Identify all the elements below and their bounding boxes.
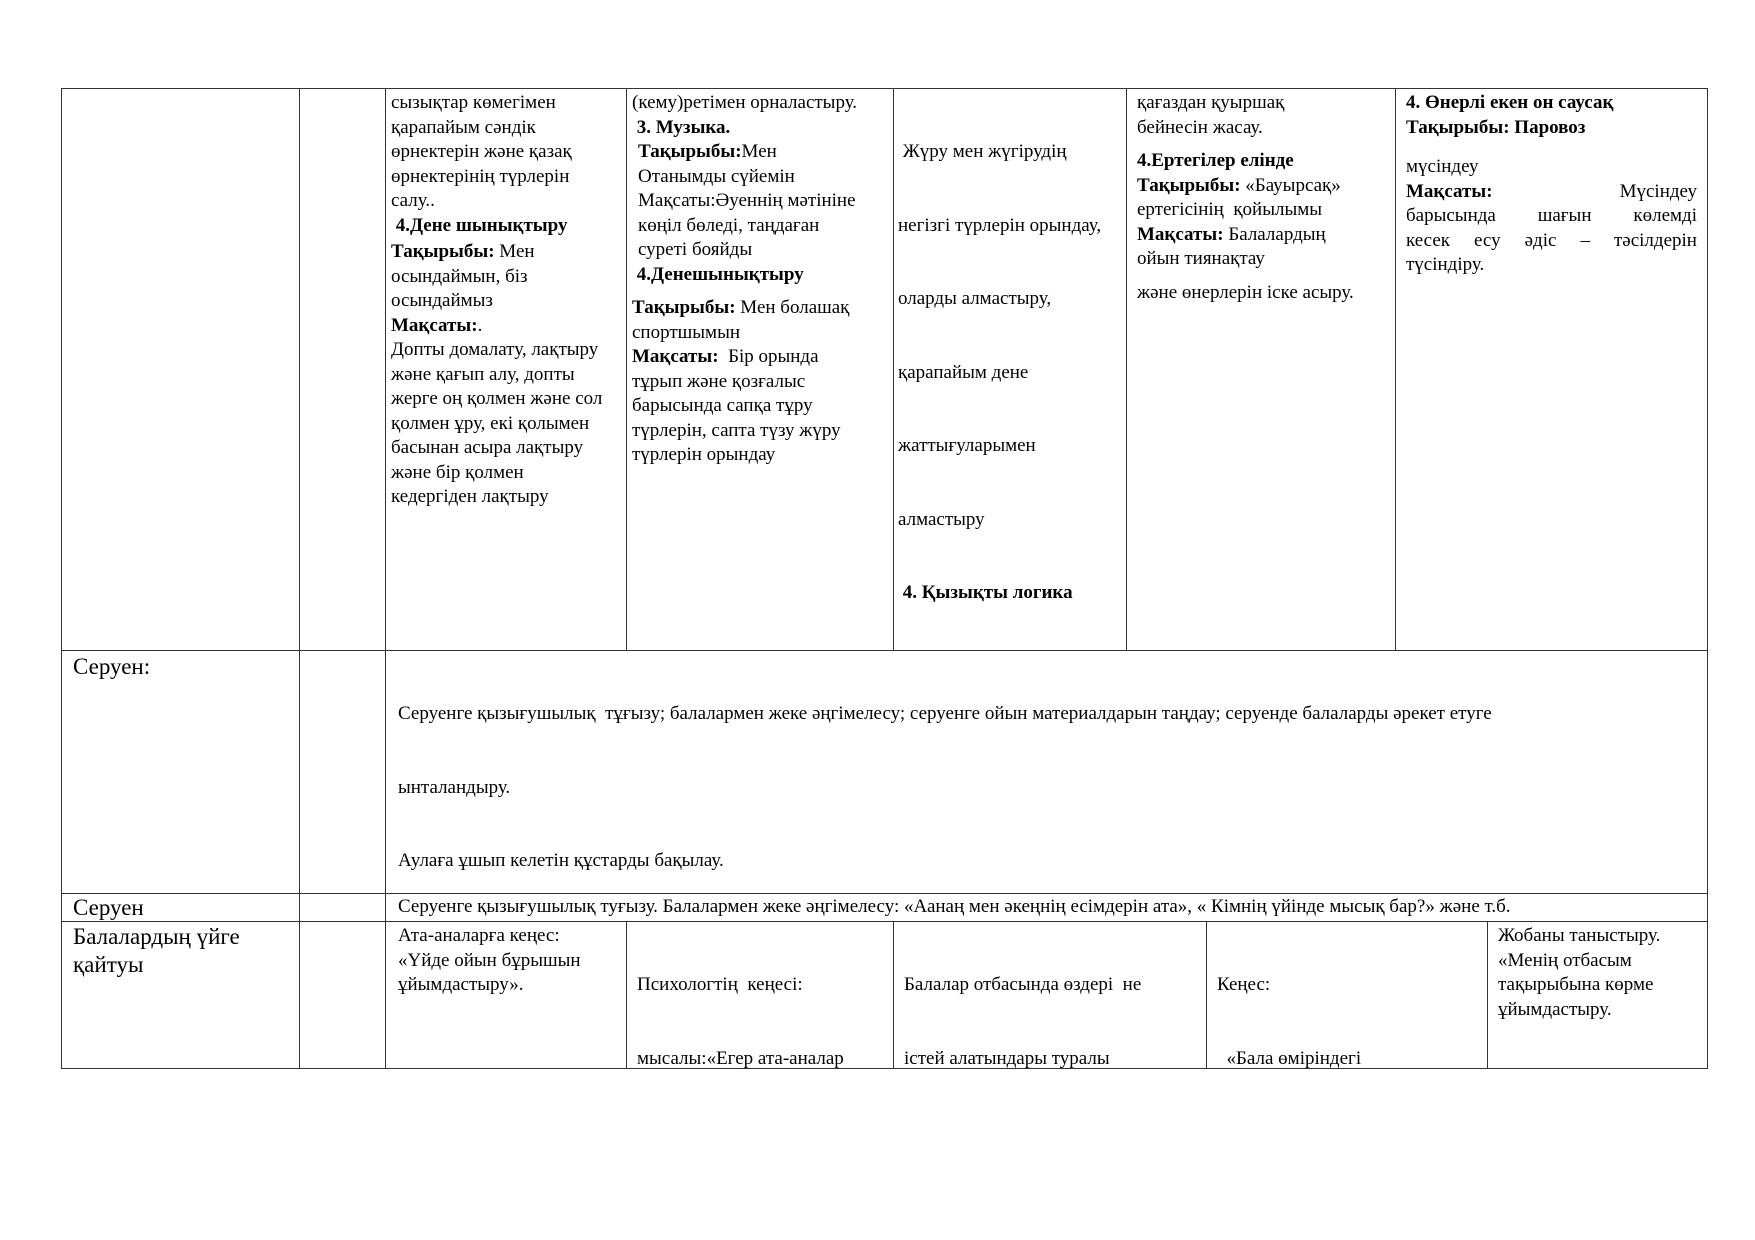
topic-line [1137,174,1385,199]
text-line: ынталандыру. [398,776,511,798]
text-line: салу.. [391,190,435,211]
text-line: өрнектерін және қазақ [391,141,572,162]
row1-empty-cell [300,89,386,650]
goal-line [391,314,621,339]
row1-col7-cell [1396,89,1707,650]
goal-line [1406,180,1697,205]
text-line: бейнесін жасау. [1137,116,1263,138]
text-line: ойын тиянақтау [1137,248,1265,269]
home-col3-cell [386,922,627,1068]
text-line: тұрып және қозғалыс [632,370,806,392]
row1-col5-cell [894,89,1127,650]
text-line: барысында сапқа тұру [632,395,813,416]
text-line: көңіл бөледі, таңдаған [638,214,820,236]
home-label-cell [62,922,300,1068]
text-line: негізгі түрлерін орындау, [898,214,1102,236]
text-line: Серуенге қызығушылық тұғызу; балалармен жеке әңгімелесу; серуенге ойын материалдарын таңдау; серуенде балаларды әрекет етуге [398,703,1492,724]
topic-text: Мен [741,141,777,162]
going-home-row [61,922,1708,1069]
row1-col6-cell [1127,89,1396,650]
goal-label: Мақсаты: [1137,223,1224,245]
walk-empty-cell [300,651,386,893]
topic-label: Тақырыбы: [1137,174,1241,196]
justified-line [1406,204,1697,229]
text-line: Жобаны таныстыру. [1498,925,1661,946]
goal-label: Мақсаты: [1406,180,1493,202]
word: әдіс [1524,229,1557,251]
row-label: қайтуы [73,952,144,977]
text-line: қарапайым сәндік [391,116,536,138]
word: тәсілдерін [1613,229,1697,251]
text-line: «Үйде ойын бұрышын [398,949,581,971]
goal-label: Мақсаты: [391,314,478,336]
home-empty-cell [300,922,386,1068]
text-line: «Бала өміріндегі [1217,1047,1362,1068]
topic-line [391,240,621,265]
walk-content-cell [386,651,1707,893]
text-line: Серуенге қызығушылық туғызу. Балалармен жеке әңгімелесу: «Аанаң мен әкеңнің есімдерін ата», « Кімнің үйінде мысық бар?» және т.б. [398,896,1511,917]
topic-label: Тақырыбы: [638,141,742,162]
topic-text: Мен болашақ [735,297,850,318]
text-line: Балалар отбасында өздері не [904,974,1142,995]
text-line: ұйымдастыру». [398,974,524,995]
word: барысында [1406,205,1496,226]
goal-label: Мақсаты: [632,346,719,367]
word: шағын [1537,205,1592,226]
text-line: оларды алмастыру, [898,288,1052,309]
row1-col4-cell [627,89,894,650]
text-line: Аулаға ұшып келетін құстарды бақылау. [398,850,724,871]
walk2-content-cell [386,894,1707,921]
text-line: түсіндіру. [1406,254,1485,275]
text-line: ұйымдастыру. [1498,998,1612,1020]
text-line: түрлерін, сапта түзу жүру [632,419,841,441]
text-line: Мақсаты:Әуеннің мәтініне [638,190,856,211]
text-line: және өнерлерін іске асыру. [1137,281,1354,303]
goal-line [632,345,888,370]
text-line: Ата-аналарға кеңес: [398,925,560,946]
home-col6-cell [1207,922,1488,1068]
text-line: осындаймыз [391,290,493,311]
text-line: және бір қолмен [391,461,524,483]
goal-text: . [477,314,483,336]
home-col4-cell [627,922,894,1068]
walk2-empty-cell [300,894,386,921]
home-col7-cell [1488,922,1707,1068]
text-line: мысалы:«Егер ата-аналар [637,1047,844,1068]
word: көлемді [1633,205,1697,226]
topic-text: «Бауырсақ» [1240,174,1341,196]
text-line: кедергіден лақтыру [391,486,549,507]
goal-text: Бір орында [718,346,819,367]
home-col5-cell [894,922,1207,1068]
row-label: Серуен: [73,654,151,679]
topic-line [632,296,888,321]
section-heading: 4.Дене шынықтыру [391,214,568,236]
section-heading: 4.Ертегілер елінде [1137,150,1294,171]
goal-text: Мүсіндеу [1619,180,1697,202]
row-label: Серуен [73,895,144,920]
topic-label: Тақырыбы: [632,297,736,318]
walk-row [61,651,1708,894]
section-heading: 4.Денешынықтыру [632,263,804,285]
topic-text: Паровоз [1509,116,1586,138]
section-heading: 3. Музыка. [632,116,731,138]
text-line: мүсіндеу [1406,156,1479,177]
walk-label-cell [62,651,300,893]
text-line: Кеңес: [1217,974,1271,995]
activities-row [61,88,1708,651]
text-line: тақырыбына көрме [1498,974,1654,995]
text-line: басынан асыра лақтыру [391,437,584,458]
walk-return-row [61,894,1708,922]
section-heading: 4. Өнерлі екен он саусақ [1406,92,1614,113]
text-line: істей алатындары туралы [904,1047,1110,1068]
text-line: (кему)ретімен орналастыру. [632,92,858,113]
topic-label: Тақырыбы: [391,241,495,262]
row1-col3-cell [386,89,627,650]
section-heading: 4. Қызықты логика [898,582,1073,603]
text-line: алмастыру [898,508,985,530]
plan-table [61,88,1708,1069]
row-label: Балалардың үйге [73,924,240,949]
text-line: түрлерін орындау [632,444,776,465]
word: кесек [1406,229,1450,251]
text-line: «Менің отбасым [1498,949,1632,971]
topic-line [632,140,888,165]
text-line: қолмен ұру, екі қолымен [391,412,590,434]
text-line: Отанымды сүйемін [638,165,795,187]
text-line: жерге оң қолмен және сол [391,388,603,409]
topic-line [1406,116,1697,141]
text-line: қағаздан қуыршақ [1137,92,1285,113]
text-line: Психологтің кеңесі: [637,974,803,995]
text-line: қарапайым дене [898,361,1029,383]
text-line: өрнектерінің түрлерін [391,165,570,187]
word: есу [1474,229,1501,251]
text-line: және қағып алу, допты [391,363,575,385]
text-line: Жүру мен жүгірудің [898,141,1067,162]
text-line: жаттығуларымен [898,435,1036,456]
topic-label: Тақырыбы: [1406,116,1510,138]
text-line: Допты домалату, лақтыру [391,339,599,360]
text-line: сызықтар көмегімен [391,92,556,113]
text-line: суреті бояйды [638,239,753,260]
topic-text: Мен [494,241,535,262]
word: – [1580,229,1590,251]
goal-line [1137,223,1385,248]
goal-text: Балалардың [1223,223,1326,245]
walk2-label-cell [62,894,300,921]
row1-label-cell [62,89,300,650]
justified-line [1406,229,1697,254]
text-line: осындаймын, біз [391,265,528,287]
text-line: ертегісінің қойылымы [1137,199,1323,220]
text-line: спортшымын [632,321,741,343]
